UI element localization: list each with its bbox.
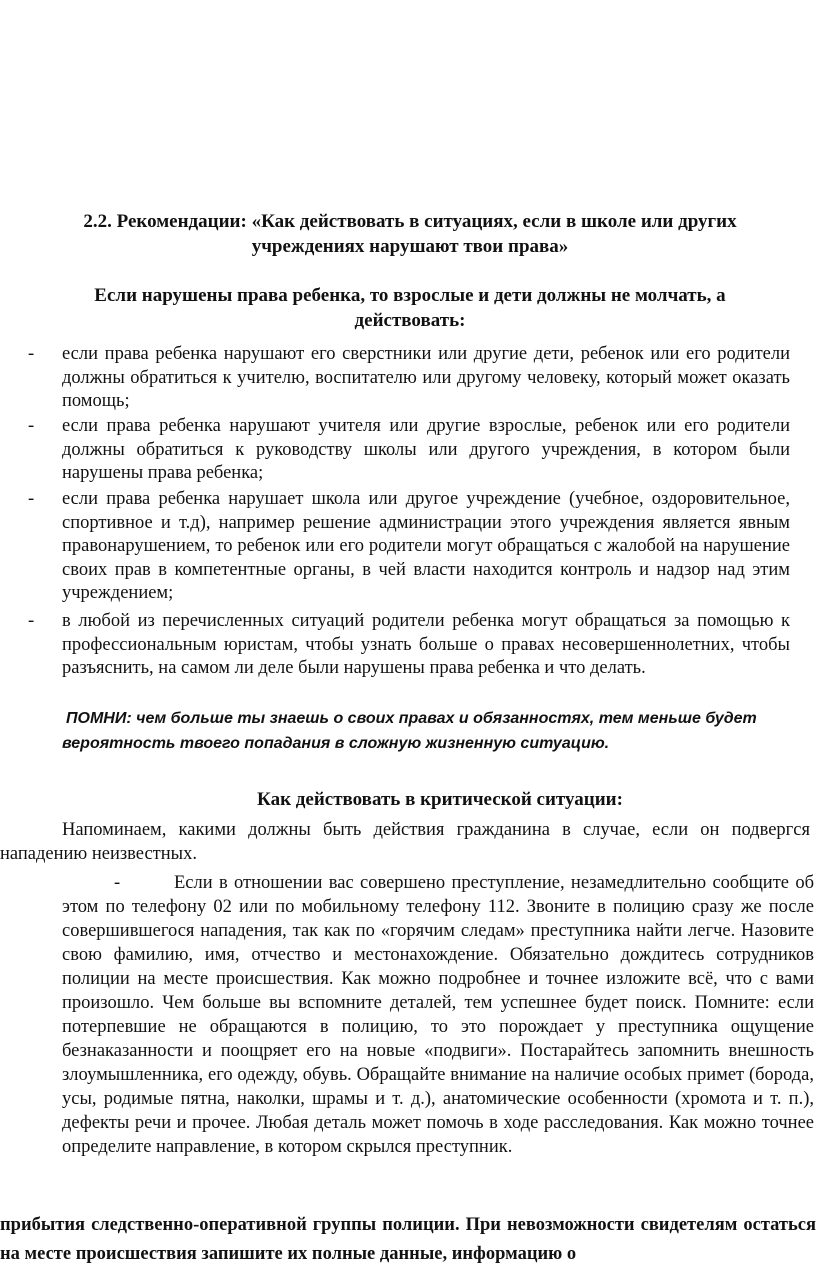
subheading-line2: действовать: bbox=[354, 310, 466, 331]
list-item-text: если права ребенка нарушают его сверстники или другие дети, ребенок или его родители должны обратиться к учителю, воспитателю или другому человеку, который может оказать помощь; bbox=[62, 344, 790, 411]
list-item bbox=[28, 415, 790, 486]
section-heading bbox=[40, 209, 780, 259]
list-item-text: в любой из перечисленных ситуаций родители ребенка могут обращаться за помощью к профессиональным юристам, чтобы узнать больше о правах несовершеннолетних, чтобы разъяснить, на самом ли деле были нарушены права ребенка и что делать. bbox=[62, 611, 790, 678]
critical-intro: Напоминаем, какими должны быть действия гражданина в случае, если он подвергся нападению неизвестных. bbox=[0, 820, 810, 864]
section-heading-line1: 2.2. Рекомендации: «Как действовать в ситуациях, если в школе или других bbox=[83, 211, 737, 232]
note-line1: ПОМНИ: чем больше ты знаешь о своих правах и обязанностях, тем меньше будет bbox=[66, 710, 757, 727]
section-heading-line2: учреждениях нарушают твои права» bbox=[251, 236, 569, 257]
critical-heading: Как действовать в критической ситуации: bbox=[257, 789, 623, 810]
subheading-line1: Если нарушены права ребенка, то взрослые и дети должны не молчать, а bbox=[94, 285, 726, 306]
list-item bbox=[28, 488, 790, 606]
subheading bbox=[30, 283, 790, 333]
list-item-text: если права ребенка нарушает школа или другое учреждение (учебное, оздоровительное, спортивное и т.д), например решение администрации этого учреждения является явным правонарушением, то ребенок или его родители могут обращаться с жалобой на нарушение своих прав в компетентные органы, в чей власти находится контроль и надзор над этим учреждением; bbox=[62, 489, 790, 603]
critical-dash: - bbox=[114, 873, 121, 893]
note-line2: вероятность твоего попадания в сложную жизненную ситуацию. bbox=[62, 735, 610, 752]
list-item bbox=[28, 610, 790, 681]
list-item-text: если права ребенка нарушают учителя или другие взрослые, ребенок или его родители должны обратиться к руководству школы или другого учреждения, в котором были нарушены права ребенка; bbox=[62, 416, 790, 483]
bottom-text: прибытия следственно-оперативной группы полиции. При невозможности свидетелям остаться на месте происшествия запишите их полные данные, информацию о bbox=[0, 1215, 816, 1264]
list-dash: - bbox=[28, 489, 35, 509]
list-item bbox=[28, 343, 790, 414]
list-dash: - bbox=[28, 416, 35, 436]
list-dash: - bbox=[28, 344, 35, 364]
list-dash: - bbox=[28, 611, 35, 631]
critical-item bbox=[62, 871, 814, 1159]
critical-item-text: Если в отношении вас совершено преступление, незамедлительно сообщите об этом по телефону 02 или по мобильному телефону 112. Звоните в полицию сразу же после совершившегося нападения, так как по «горячим следам» преступника найти легче. Назовите свою фамилию, имя, отчество и местонахождение. Обязательно дождитесь сотрудников полиции на месте происшествия. Как можно подробнее и точнее изложите всё, что с вами произошло. Чем больше вы вспомните деталей, тем успешнее будет поиск. Помните: если потерпевшие не обращаются в полицию, то это порождает у преступника ощущение безнаказанности и поощряет его на новые «подвиги». Постарайтесь запомнить внешность злоумышленника, его одежду, обувь. Обращайте внимание на наличие особых примет (борода, усы, родимые пятна, наколки, шрамы и т. д.), анатомические особенности (хромота и т. п.), дефекты речи и прочее. Любая деталь может помочь в ходе расследования. Как можно точнее определите направление, в котором скрылся преступник. bbox=[62, 873, 814, 1157]
